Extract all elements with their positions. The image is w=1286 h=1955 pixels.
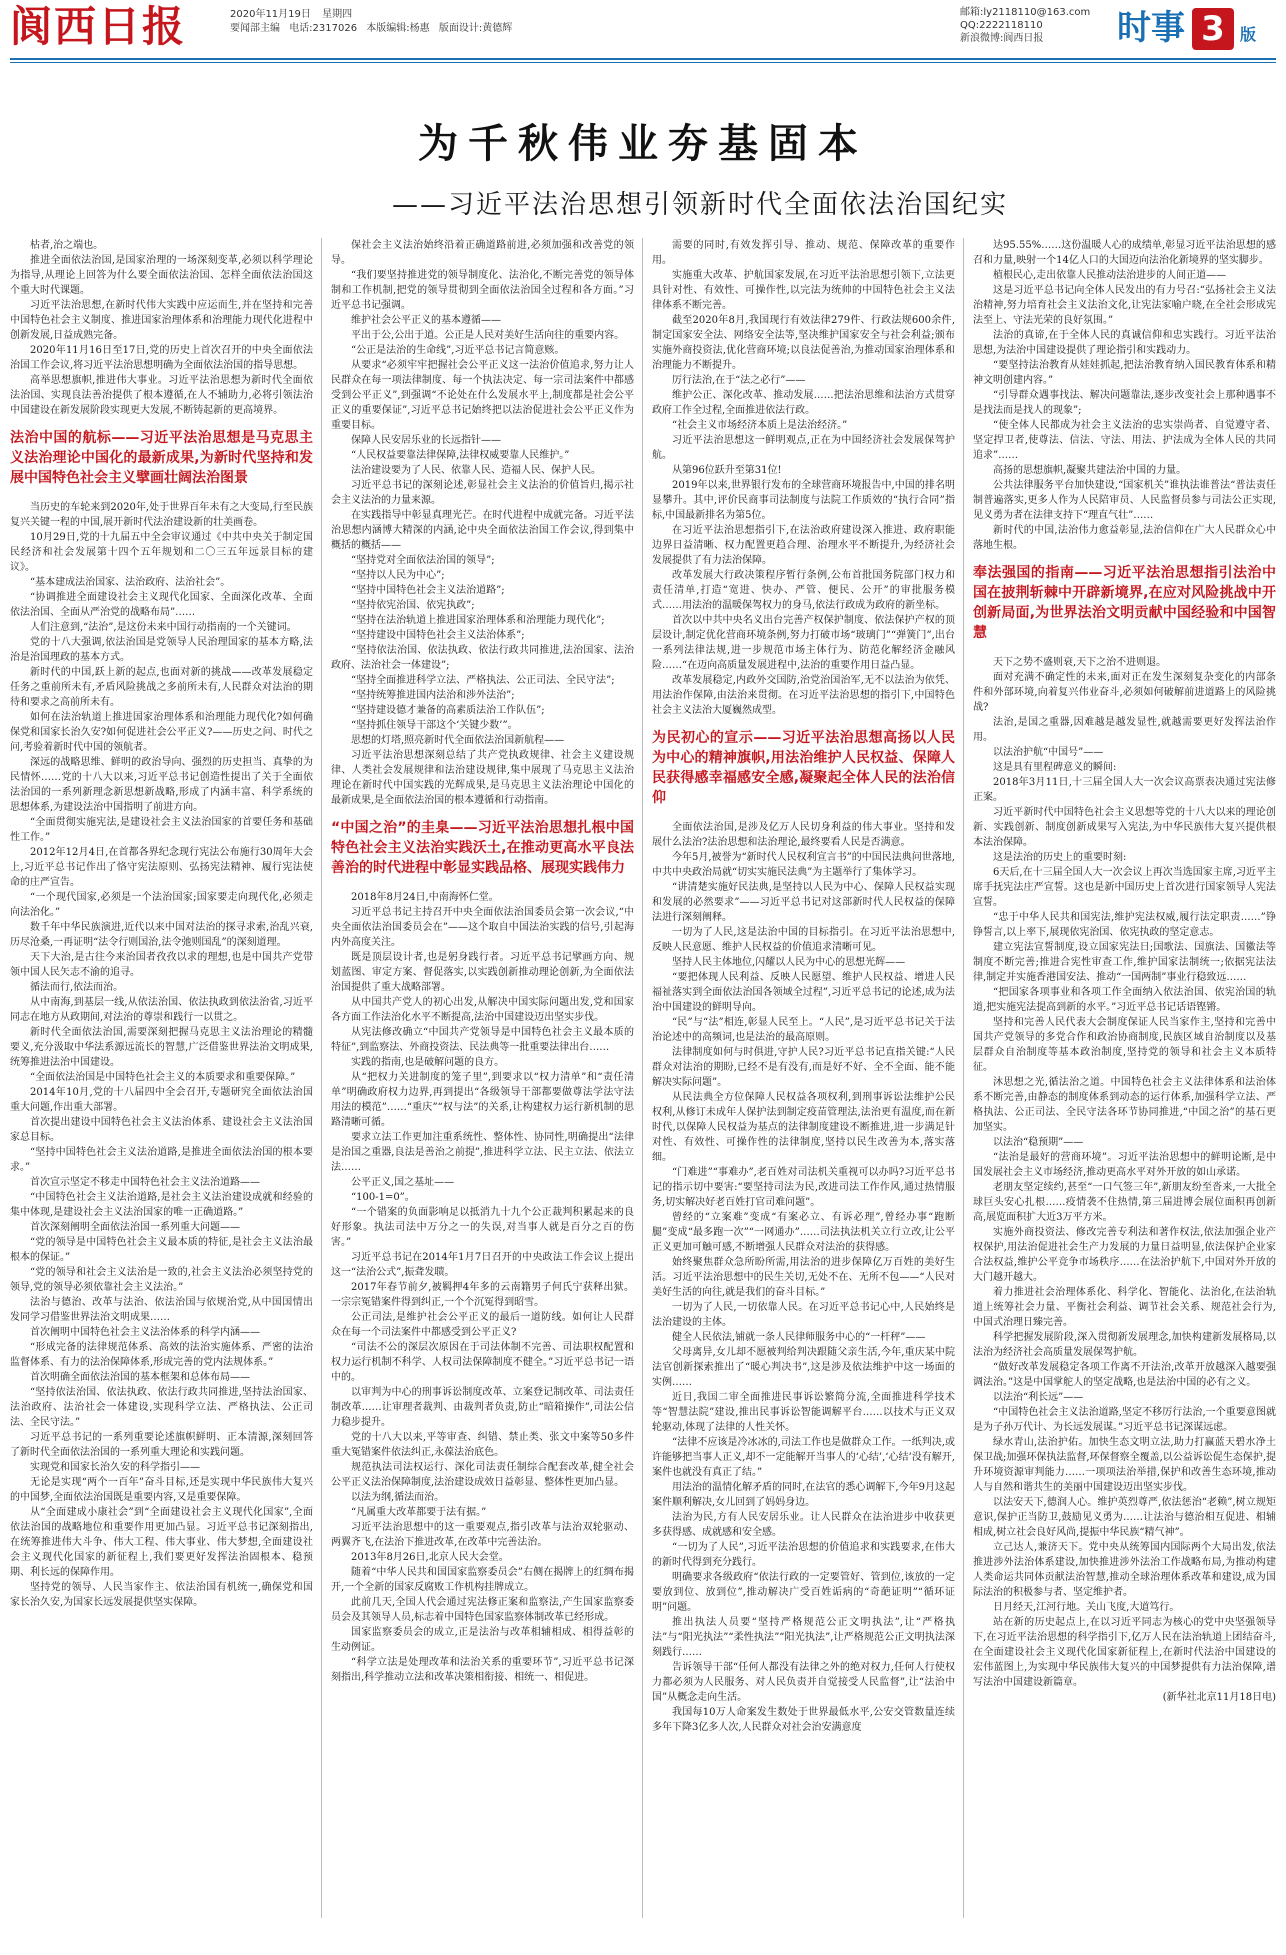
paragraph: 习近平总书记在2014年1月7日召开的中央政法工作会议上提出这一“法治公式”,振聋发聩。 (331, 1252, 634, 1278)
paragraph: 首次明确全面依法治国的基本框架和总体布局—— (30, 1372, 250, 1383)
paragraph: 法治建设要为了人民、依靠人民、造福人民、保护人民。 (351, 465, 601, 476)
paragraph: 实施重大改革、护航国家发展,在习近平法治思想引领下,立法更具针对性、有效性、可操作性,以完法为统帅的中国特色社会主义法律体系不断完善。 (652, 270, 955, 311)
chief-editor: 要闻部主编 (230, 23, 280, 34)
paragraph: “法律不应该是冷冰冰的,司法工作也是做群众工作。一纸判决,或许能够把当事人正义,却不一定能解开当事人的‘心结’,‘心结’没有解开,案件也就没有真正了结。” (652, 1437, 955, 1478)
paragraph: 达95.55%……这份温暖人心的成绩单,彰显习近平法治思想的感召和力量,映射一个14亿人口的大国迈向法治化新境界的坚实脚步。 (973, 240, 1276, 266)
paragraph: “把国家各项事业和各项工作全面纳入依法治国、依宪治国的轨道,把实施宪法提高到新的水平。”习近平总书记话语铿锵。 (973, 987, 1276, 1013)
section-heading: 法治中国的航标——习近平法治思想是马克思主义法治理论中国化的最新成果,为新时代坚持和发展中国特色社会主义擘画壮阔法治图景 (10, 430, 313, 486)
paragraph: 实施外商投资法、修改完善专利法和著作权法,依法加强企业产权保护,用法治促进社会生产力发展的力量日益明显,依法保护企业家合法权益,维护公平竞争市场秩序……在法治护航下,中国对外开放的大门越开越大。 (973, 1227, 1276, 1283)
paragraph: 推进全面依法治国,是国家治理的一场深刻变革,必须以科学理论为指导,从理论上回答为什么要全面依法治国、怎样全面依法治国这个重大时代课题。 (10, 255, 313, 296)
editor-row (230, 22, 518, 36)
paragraph: 站在新的历史起点上,在以习近平同志为核心的党中央坚强领导下,在习近平法治思想的科学指引下,亿万人民在法治轨道上团结奋斗,在全面建设社会主义现代化国家新征程上,在新时代法治中国建设的宏伟蓝图上,为实现中华民族伟大复兴的中国梦提供有力法治保障,谱写法治中国建设新篇章。 (973, 1617, 1276, 1688)
paragraph: “法治是最好的营商环境”。习近平法治思想中的鲜明论断,是中国发展社会主义市场经济,推动更高水平对外开放的如山承诺。 (973, 1152, 1276, 1178)
section-name: 时事 (1117, 8, 1185, 48)
section-heading: 奉法强国的指南——习近平法治思想指引法治中国在披荆斩棘中开辟新境界,在应对风险挑战中开创新局面,为世界法治文明贡献中国经验和中国智慧 (973, 565, 1276, 641)
page-editor: 本版编辑:杨惠 (366, 23, 430, 34)
paragraph: 保障人民安居乐业的长远指针—— (351, 435, 501, 446)
paragraph: 新时代的中国,法治伟力愈益彰显,法治信仰在广大人民群众心中落地生根。 (973, 525, 1276, 551)
paragraph: 循法而行,依法而治。 (30, 982, 124, 993)
paragraph: 实践的指南,也是破解问题的良方。 (351, 1057, 505, 1068)
paragraph: 习近平法治思想这一鲜明观点,正在为中国经济社会发展保驾护航。 (652, 435, 955, 461)
paragraph: “坚持在法治轨道上推进国家治理体系和治理能力现代化”; (351, 615, 605, 626)
paragraph: 公共法律服务平台加快建设,“国家机关”谁执法谁普法“普法责任制普遍落实,更多人作为人民陪审员、人民监督员参与司法公正实现,见义勇为者在法律支持下“理直气壮”…… (973, 480, 1276, 521)
paragraph: 建立宪法宣誓制度,设立国家宪法日;国歌法、国旗法、国徽法等制度不断完善;推进合宪性审查工作,维护国家法制统一;依据宪法法律,制定并实施香港国安法、推动“一国两制”事业行稳致远…… (973, 942, 1276, 983)
paragraph: 一切为了人民,一切依靠人民。在习近平总书记心中,人民始终是法治建设的主体。 (652, 1302, 955, 1328)
paragraph: “要坚持法治教育从娃娃抓起,把法治教育纳入国民教育体系和精神文明创建内容。” (973, 360, 1276, 386)
paragraph: “坚持党对全面依法治国的领导”; (351, 555, 495, 566)
paragraph: 需要的同时,有效发挥引导、推动、规范、保障改革的重要作用。 (652, 240, 955, 266)
paragraph: “民”与“法”相连,彰显人民至上。“人民”,是习近平总书记关于法治论述中的高频词,也是法治的最高原则。 (652, 1017, 955, 1043)
paragraph: 天下之势不盛则衰,天下之治不进则退。 (993, 657, 1167, 668)
paragraph: 法治为民,方有人民安居乐业。让人民群众在法治进步中收获更多获得感、成就感和安全感。 (652, 1512, 955, 1538)
article-body (10, 238, 1276, 1918)
paragraph: 既是顶层设计者,也是躬身践行者。习近平总书记擘画方向、规划蓝图、审定方案、督促落实,以实践创新推动理论创新,为全面依法治国提供了重大战略部署。 (331, 952, 634, 993)
paragraph: 告诉领导干部“任何人都没有法律之外的绝对权力,任何人行使权力都必须为人民服务、对人民负责并自觉接受人民监督”,让“法治中国”从概念走向生活。 (652, 1662, 955, 1703)
paragraph: 维护公正、深化改革、推动发展……把法治思维和法治方式贯穿政府工作全过程,全面推进依法行政。 (652, 390, 955, 416)
paragraph: “做好改革发展稳定各项工作离不开法治,改革开放越深入越要强调法治。”这是中国掌舵人的坚定战略,也是法治中国的必有之义。 (973, 1362, 1276, 1388)
qq: QQ:2222118110 (960, 20, 1043, 31)
paragraph: 面对充满不确定性的未来,面对正在发生深刻复杂变化的内部条件和外部环境,向着复兴伟业奋斗,必须如何破解前进道路上的风险挑战? (973, 672, 1276, 713)
paragraph: 10月29日,党的十九届五中全会审议通过《中共中央关于制定国民经济和社会发展第十四个五年规划和二〇三五年远景目标的建议》。 (10, 532, 313, 573)
paragraph: 父母离异,女儿却不愿被判给判决跟随父亲生活,今年,重庆某中院法官创新探索推出了“暖心判决书”,这是涉及依法维护中这一场面的实例…… (652, 1347, 955, 1388)
paragraph: “我们要坚持推进党的领导制度化、法治化,不断完善党的领导体制和工作机制,把党的领导贯彻到全面依法治国全过程和各方面。”习近平总书记强调。 (331, 270, 634, 311)
paragraph: 从要求“必须牢牢把握社会公平正义这一法治价值追求,努力让人民群众在每一项法律制度、每一个执法决定、每一宗司法案件中都感受到公平正义”,到强调“不论处在什么发展水平上,制度都是社会公平正义的重要保证”,习近平总书记始终把以法治促进社会公平正义作为重要目标。 (331, 360, 634, 431)
paragraph: 沐思想之光,循法治之道。中国特色社会主义法律体系和法治体系不断完善,由静态的制度体系到动态的运行体系,加强科学立法、严格执法、公正司法、全民守法各环节协同推进,“中国之治”的基石更加坚实。 (973, 1077, 1276, 1133)
paragraph: 绿水青山,法治护佑。加快生态文明立法,助力打赢蓝天碧水净土保卫战;加强环保执法监督,环保督察全覆盖,以公益诉讼促生态保护,提升环境资源审判能力……一项项法治举措,保护和改善生态环境,推动人与自然和谐共生的美丽中国建设迈出坚实步伐。 (973, 1437, 1276, 1493)
masthead-rule-thin (10, 62, 1276, 63)
paragraph: 从中国共产党人的初心出发,从解决中国实际问题出发,党和国家各方面工作法治化水平不断提高,法治中国建设迈出坚实步伐。 (331, 997, 634, 1023)
paragraph: 老朋友坚定续约,甚至“一口气签三年”,新朋友纷至沓来,一大批全球巨头安心扎根……疫情袭不住热情,第三届进博会展位面积再创新高,展览面积扩大近3万平方米。 (973, 1182, 1276, 1223)
paragraph: 推出执法人员要“坚持严格规范公正文明执法”,让“严格执法”与“阳光执法”“柔性执法”“阳光执法”,让严格规范公正文明执法深刻践行…… (652, 1617, 955, 1658)
paragraph: 从“全面建成小康社会”到“全面建设社会主义现代化国家”,全面依法治国的战略地位和重要作用更加凸显。习近平总书记深刻指出,在统筹推进伟大斗争、伟大工程、伟大事业、伟大梦想,全面建设社会主义现代化国家的新征程上,我们要更好发挥法治固根本、稳预期、利长远的保障作用。 (10, 1507, 313, 1578)
paragraph: 科学把握发展阶段,深入贯彻新发展理念,加快构建新发展格局,以法治为经济社会高质量发展保驾护航。 (973, 1332, 1276, 1358)
paragraph: “讲清楚实施好民法典,是坚持以人民为中心、保障人民权益实现和发展的必然要求”——习近平总书记对这部新时代人民权益的保障法进行深刻阐释。 (652, 882, 955, 923)
issue-weekday: 星期四 (322, 9, 353, 20)
paragraph: “司法不公的深层次原因在于司法体制不完善、司法职权配置和权力运行机制不科学、人权司法保障制度不健全。”习近平总书记一语中的。 (331, 1342, 634, 1383)
paragraph: “人民权益要靠法律保障,法律权威要靠人民维护。” (351, 450, 570, 461)
paragraph: “科学立法是处理改革和法治关系的重要环节”,习近平总书记深刻指出,科学推动立法和改革决策相衔接、相统一、相促进。 (331, 1657, 634, 1683)
paragraph: 坚持党的领导、人民当家作主、依法治国有机统一,确保党和国家长治久安,为国家长远发展提供坚实保障。 (10, 1582, 313, 1608)
paragraph: 深远的战略思维、鲜明的政治导向、强烈的历史担当、真挚的为民情怀……党的十八大以来,习近平总书记创造性提出了关于全面依法治国的一系列新理念新思想新战略,形成了内涵丰富、科学系统的思想体系,为建设法治中国指明了前进方向。 (10, 757, 313, 813)
paragraph: 此前几天,全国人代会通过宪法修正案和监察法,产生国家监察委员会及其领导人员,标志着中国特色国家监察体制改革已经形成。 (331, 1597, 634, 1623)
paragraph: 以法为纲,循法而治。 (351, 1492, 445, 1503)
paragraph: 2014年10月,党的十八届四中全会召开,专题研究全面依法治国重大问题,作出重大部署。 (10, 1087, 313, 1113)
paragraph: “党的领导和社会主义法治是一致的,社会主义法治必须坚持党的领导,党的领导必须依靠社会主义法治。” (10, 1267, 313, 1293)
paragraph: “社会主义市场经济本质上是法治经济。” (672, 420, 848, 431)
paragraph: “协调推进全面建设社会主义现代化国家、全面深化改革、全面依法治国、全面从严治党的战略布局”…… (10, 592, 313, 618)
paragraph: 维护社会公平正义的基本遵循—— (351, 315, 501, 326)
article-column (10, 238, 313, 1918)
contact-info (960, 6, 1090, 45)
paragraph: 公平正义,国之基址—— (351, 1177, 455, 1188)
paragraph: 着力推进社会治理体系化、科学化、智能化、法治化,在法治轨道上统筹社会力量、平衡社会利益、调节社会关系、规范社会行为,中国式治理日臻完善。 (973, 1287, 1276, 1328)
paragraph: 法治的真谛,在于全体人民的真诚信仰和忠实践行。习近平法治思想,为法治中国建设提供了理论指引和实践动力。 (973, 330, 1276, 356)
paragraph: 健全人民依法,铺就一条人民律师服务中心的“一杆秤”—— (672, 1332, 926, 1343)
paragraph: 高举思想旗帜,推进伟大事业。习近平法治思想为新时代全面依法治国、实现良法善治提供了根本遵循,在人不辅助力,必将引领法治中国建设在新发展阶段实现更大发展,不断铸起新的更高境界。 (10, 375, 313, 416)
article-column (331, 238, 634, 1918)
paragraph: “中国特色社会主义法治道路,是社会主义法治建设成就和经验的集中体现,是建设社会主义法治国家的唯一正确道路。” (10, 1192, 313, 1218)
paragraph: 2013年8月26日,北京人民大会堂。 (351, 1552, 509, 1563)
paragraph: 枯者,治之端也。 (30, 240, 104, 251)
paragraph: 以法安天下,德润人心。维护英烈尊严,依法惩治“老赖”,树立规矩意识,保护正当防卫,鼓励见义勇为……让法治与德治相互促进、相辅相成,树立社会良好风尚,提振中华民族“精气神”。 (973, 1497, 1276, 1538)
paragraph: 立己达人,兼济天下。党中央从统筹国内国际两个大局出发,依法推进涉外法治体系建设,加快推进涉外法治工作战略布局,为推动构建人类命运共同体贡献法治智慧,推动全球治理体系改革和建设,成为国际法治的积极参与者、坚定维护者。 (973, 1542, 1276, 1598)
paragraph: 这是习近平总书记向全体人民发出的有力号召:“弘扬社会主义法治精神,努力培育社会主义法治文化,让宪法家喻户晓,在全社会形成宪法至上、守法光荣的良好氛围。” (973, 285, 1276, 326)
paragraph: 法治与德治、改革与法治、依法治国与依规治党,从中国国情出发同学习借鉴世界法治文明成果…… (10, 1297, 313, 1323)
paragraph: 习近平总书记的一系列重要论述旗帜鲜明、正本清源,深刻回答了新时代全面依法治国的一系列重大理论和实践问题。 (10, 1432, 313, 1458)
issue-date: 2020年11月19日 (230, 9, 311, 20)
paragraph: 以法治“利长远”—— (993, 1392, 1084, 1403)
paragraph: 人们注意到,“法治”,是这份未来中国行动指南的一个关键词。 (30, 622, 297, 633)
paragraph: “形成完备的法律规范体系、高效的法治实施体系、严密的法治监督体系、有力的法治保障体系,形成完善的党内法规体系。” (10, 1342, 313, 1368)
paragraph: 截至2020年8月,我国现行有效法律279件、行政法规600余件,制定国家安全法、网络安全法等,坚决维护国家安全与社会利益;颁布实施外商投资法,优化营商环境;以良法促善治,为推动国家治理体系和治理能力不断提升。 (652, 315, 955, 371)
paragraph: 习近平总书记主持召开中央全面依法治国委员会第一次会议,“中央全面依法治国委员会在”——这个取自中国法治实践的信号,引起海内外高度关注。 (331, 907, 634, 948)
paragraph: 2019年以来,世界银行发布的全球营商环境报告中,中国的排名明显攀升。其中,评价民商事司法制度与法院工作质效的“执行合同”指标,中国最新排名为第5位。 (652, 480, 955, 521)
paragraph: “100-1=0”。 (351, 1192, 415, 1203)
paragraph: 以审判为中心的刑事诉讼制度改革、立案登记制改革、司法责任制改革……让审理者裁判、由裁判者负责,防止“暗箱操作”,司法公信力稳步提升。 (331, 1387, 634, 1428)
article-column (652, 238, 955, 1918)
paragraph: “一切为了人民”,习近平法治思想的价值追求和实践要求,在伟大的新时代得到充分践行。 (652, 1542, 955, 1568)
paragraph: 厉行法治,在于“法之必行”—— (672, 375, 806, 386)
paragraph: 2018年8月24日,中南海怀仁堂。 (351, 892, 499, 903)
paragraph: “坚持统筹推进国内法治和涉外法治”; (351, 690, 515, 701)
layout-designer: 版面设计:黄德辉 (438, 23, 513, 34)
paragraph: 2020年11月16日至17日,党的历史上首次召开的中央全面依法治国工作会议,将习近平法治思想明确为全面依法治国的指导思想。 (10, 345, 313, 371)
paragraph: 党的十八大强调,依法治国是党领导人民治理国家的基本方略,法治是治国理政的基本方式。 (10, 637, 313, 663)
paragraph: 从“把权力关进制度的笼子里”,到要求以“权力清单”和“责任清单”明确政府权力边界,再到提出“各级领导干部都要做尊法学法守法用法的模范”……“重庆”“权与法”的关系,让构建权力运行新机制的思路清晰可循。 (331, 1072, 634, 1128)
paragraph: 习近平总书记的深刻论述,彰显社会主义法治的价值旨归,揭示社会主义法治的力量来源。 (331, 480, 634, 506)
paragraph: 今年5月,被誉为“新时代人民权利宣言书”的中国民法典问世落地,中共中央政治局就“切实实施民法典”为主题举行了集体学习。 (652, 852, 955, 878)
paragraph: “门难进”“事难办”,老百姓对司法机关重视可以办吗?习近平总书记的指示切中要害:“要坚持司法为民,改进司法工作作风,通过热情服务,切实解决好老百姓打官司难问题”。 (652, 1167, 955, 1208)
masthead (0, 0, 1286, 58)
paragraph: 习近平新时代中国特色社会主义思想等党的十八大以来的理论创新、实践创新、制度创新成果写入宪法,为中华民族伟大复兴提供根本法治保障。 (973, 807, 1276, 848)
paragraph: 全面依法治国,是涉及亿万人民切身利益的伟大事业。坚持和发展什么法治?法治思想和法治理论,最终要看人民是否满意。 (652, 822, 955, 848)
paragraph: 习近平法治思想,在新时代伟大实践中应运而生,并在坚持和完善中国特色社会主义制度、推进国家治理体系和治理能力现代化进程中创新发展,日益成熟完备。 (10, 300, 313, 341)
section-heading: “中国之治”的圭臬——习近平法治思想扎根中国特色社会主义法治实践沃土,在推动更高水平良法善治的时代进程中彰显实践品格、展现实践伟力 (331, 820, 634, 876)
paragraph: 平出于公,公出于道。公正是人民对美好生活向往的重要内容。 (351, 330, 625, 341)
section-heading: 为民初心的宣示——习近平法治思想高扬以人民为中心的精神旗帜,用法治维护人民权益、保障人民获得感幸福感安全感,凝聚起全体人民的法治信仰 (652, 730, 955, 806)
paragraph: 近日,我国二审全面推进民事诉讼繁简分流,全面推进科学技术等“智慧法院”建设,推出民事诉讼智能调解平台……以技术与正义双轮驱动,体现了法律的人性关怀。 (652, 1392, 955, 1433)
paragraph: 党的十八大以来,平等审查、纠错、禁止类、张文中案等50多件重大冤错案件依法纠正,永葆法治底色。 (331, 1432, 634, 1458)
paragraph: 在实践指导中彰显真理光芒。在时代进程中成就完备。习近平法治思想内涵博大精深的内涵,论中央全面依法治国工作会议,得到集中概括的概括—— (331, 510, 634, 551)
paragraph: 随着“中华人民共和国国家监察委员会”右侧在揭牌上的红绸布揭开,一个全新的国家反腐败工作机构挂牌成立。 (331, 1567, 634, 1593)
paragraph: 这是具有里程碑意义的瞬间: (993, 762, 1117, 773)
headline: 为千秋伟业夯基固本 (418, 121, 868, 167)
paragraph: “公正是法治的生命线”,习近平总书记言简意赅。 (351, 345, 565, 356)
email: 邮箱:ly2118110@163.com (960, 7, 1091, 18)
paragraph: 以法治“稳预期”—— (993, 1137, 1084, 1148)
paragraph: “坚持中国特色社会主义法治道路”; (351, 585, 505, 596)
column-divider (321, 238, 322, 1918)
paragraph: “坚持建设德才兼备的高素质法治工作队伍”; (351, 705, 545, 716)
paragraph: 新时代的中国,跃上新的起点,也面对新的挑战——改革发展稳定任务之重前所未有,矛盾风险挑战之多前所未有,人民群众对法治的期待和要求之高前所未有。 (10, 667, 313, 708)
paragraph: 这是法治的历史上的重要时刻: (993, 852, 1127, 863)
paragraph: 我国每10万人命案发生数处于世界最低水平,公安交管数量连续多年下降3亿多人次,人民群众对社会治安满意度 (652, 1707, 955, 1733)
paragraph: 以法治护航“中国号”—— (993, 747, 1104, 758)
paragraph: 无论是实现“两个一百年”奋斗目标,还是实现中华民族伟大复兴的中国梦,全面依法治国既是重要内容,又是重要保障。 (10, 1477, 313, 1503)
article-column (973, 238, 1276, 1918)
paragraph: 法治,是国之重器,因难越是越发显性,就越需要更好发挥法治作用。 (973, 717, 1276, 743)
issue-date-row (230, 8, 518, 22)
paragraph: 实现党和国家长治久安的科学指引—— (30, 1462, 200, 1473)
paragraph: 当历史的车轮来到2020年,处于世界百年未有之大变局,行至民族复兴关键一程的中国,展开新时代法治建设新的壮美画卷。 (10, 502, 313, 528)
paragraph: 首次提出建设中国特色社会主义法治体系、建设社会主义法治国家总目标。 (10, 1117, 313, 1143)
paragraph: 明确要求各级政府“依法行政的一定要管好、管到位,该放的一定要放到位、放到位”,推动解决广受百姓诟病的“奇葩证明”“循环证明”问题。 (652, 1572, 955, 1613)
paragraph: 习近平法治思想中的这一重要观点,指引改革与法治双轮驱动、两翼齐飞,在法治下推进改革,在改革中完善法治。 (331, 1522, 634, 1548)
paragraph: 国家监察委员会的成立,正是法治与改革相辅相成、相得益彰的生动例证。 (331, 1627, 634, 1653)
paragraph: “要把体现人民利益、反映人民愿望、维护人民权益、增进人民福祉落实到全面依法治国各领域全过程”,习近平总书记的论述,成为法治中国建设的鲜明导向。 (652, 972, 955, 1013)
paragraph: 从中南海,到基层一线,从依法治国、依法执政到依法治省,习近平同志在地方从政期间,对法治的尊崇和践行一以贯之。 (10, 997, 313, 1023)
paragraph: 首次以中共中央名义出台完善产权保护制度、依法保护产权的顶层设计,制定优化营商环境条例,努力打破市场“玻璃门”“弹簧门”,出台一系列法律法规,进一步规范市场主体行为、防范化解经济金融风险……“在迈向高质量发展进程中,法治的重要作用日益凸显。 (652, 615, 955, 671)
paragraph: 高扬的思想旗帜,凝聚共建法治中国的力量。 (993, 465, 1187, 476)
paragraph: 从宪法修改确立“中国共产党领导是中国特色社会主义最本质的特征”,到监察法、外商投资法、民法典等一批重要法律出台…… (331, 1027, 634, 1053)
weibo: 新浪微博:阆西日报 (960, 33, 1044, 44)
paragraph: 始终聚焦群众急所盼所需,用法治的进步保障亿万百姓的美好生活。习近平法治思想中的民生关切,无处不在、无所不包——“人民对美好生活的向往,就是我们的奋斗目标。” (652, 1257, 955, 1298)
paragraph: 公正司法,是维护社会公平正义的最后一道防线。如何让人民群众在每一个司法案件中都感受到公平正义? (331, 1312, 634, 1338)
paragraph: 2012年12月4日,在首都各界纪念现行宪法公布施行30周年大会上,习近平总书记作出了恪守宪法原则、弘扬宪法精神、履行宪法使命的庄严宣告。 (10, 847, 313, 888)
paragraph: “使全体人民都成为社会主义法治的忠实崇尚者、自觉遵守者、坚定捍卫者,使尊法、信法、守法、用法、护法成为全体人民的共同追求”…… (973, 420, 1276, 461)
paragraph: 2017年春节前夕,被羁押4年多的云南籍男子何氏宁获释出狱。一宗宗冤错案件得到纠正,一个个沉冤得到昭雪。 (331, 1282, 634, 1308)
column-divider (642, 238, 643, 1918)
paragraph: 曾经的“立案难”变成“有案必立、有诉必理”,曾经办事“跑断腿”变成“最多跑一次”“一网通办”……司法执法机关立行立改,让公平正义更加可触可感,不断增强人民群众对法治的获得感。 (652, 1212, 955, 1253)
paragraph: 在习近平法治思想指引下,在法治政府建设深入推进、政府职能边界日益清晰、权力配置更趋合理、治理水平不断提升,为经济社会发展提供了有力法治保障。 (652, 525, 955, 566)
paragraph: 如何在法治轨道上推进国家治理体系和治理能力现代化?如何确保党和国家长治久安?如何促进社会公平正义?——历史之问、时代之问,考验着新时代中国的领航者。 (10, 712, 313, 753)
subheadline: ——习近平法治思想引领新时代全面依法治国纪实 (391, 190, 1008, 220)
paragraph: 改革发展大行政决策程序暂行条例,公布首批国务院部门权力和责任清单,打造“宽进、快办、严管、便民、公开”的审批服务模式……用法治的温暖保驾权力的身马,依法行政成为政府的新坐标。 (652, 570, 955, 611)
paragraph: “全面贯彻实施宪法,是建设社会主义法治国家的首要任务和基础性工作。” (10, 817, 313, 843)
paragraph: 规范执法司法权运行、深化司法责任制综合配套改革,健全社会公平正义法治保障制度,法治建设成效日益彰显、整体性更加凸显。 (331, 1462, 634, 1488)
paragraph: 用法治的温情化解矛盾的同时,在法官的悉心调解下,今年9月这起案件顺利解决,女儿回到了妈妈身边。 (652, 1482, 955, 1508)
paragraph: 改革发展稳定,内政外交国防,治党治国治军,无不以法治为依凭、用法治作保障,由法治来贯彻。在习近平法治思想的指引下,中国特色社会主义法治大厦巍然成型。 (652, 675, 955, 716)
paragraph: 植根民心,走出依靠人民推动法治进步的人间正道—— (993, 270, 1227, 281)
paragraph: “凡属重大改革都要于法有据。” (351, 1507, 487, 1518)
paragraph: 要求立法工作更加注重系统性、整体性、协同性,明确提出“法律是治国之重器,良法是善治之前提”,推进科学立法、民主立法、依法立法…… (331, 1132, 634, 1173)
column-divider (963, 238, 964, 1918)
paragraph: “坚持以人民为中心”; (351, 570, 445, 581)
paragraph: 习近平法治思想深刻总结了共产党执政规律、社会主义建设规律、人类社会发展规律和法治建设规律,集中展现了马克思主义法治理论在新时代中国实践的光辉成果,是马克思主义法治理论中国化的最新成果,是全面依法治国的根本遵循和行动指南。 (331, 750, 634, 806)
paragraph: 法律制度如何与时俱进,守护人民?习近平总书记直指关键:“人民群众对法治的期盼,已经不是有没有,而是好不好、全不全面、能不能解决实际问题”。 (652, 1047, 955, 1088)
paragraph: “坚持中国特色社会主义法治道路,是推进全面依法治国的根本要求。” (10, 1147, 313, 1173)
dateline: (新华社北京11月18日电) (1162, 1692, 1276, 1703)
paragraph: 从民法典全方位保障人民权益各项权利,到刑事诉讼法维护公民权利,从修订未成年人保护法到制定疫苗管理法,法治更有温度,而在新时代,以保障人民权益为基点的法律制度建设不断推进,进一步满足针对性、有效性、可操作性的法律制度,坚持以民生改善为本,落实落细。 (652, 1092, 955, 1163)
paragraph: “一个错案的负面影响足以抵消九十九个公正裁判积累起来的良好形象。执法司法中万分之一的失误,对当事人就是百分之百的伤害。” (331, 1207, 634, 1248)
paragraph: “坚持依宪治国、依宪执政”; (351, 600, 475, 611)
phone: 电话:2317026 (289, 23, 358, 34)
paragraph: 保社会主义法治始终沿着正确道路前进,必须加强和改善党的领导。 (331, 240, 634, 266)
paragraph: 2018年3月11日,十三届全国人大一次会议高票表决通过宪法修正案。 (973, 777, 1276, 803)
page-suffix: 版 (1240, 25, 1257, 44)
paragraph: “中国特色社会主义法治道路,坚定不移厉行法治,一个重要意图就是为子孙万代计、为长远发展谋。”习近平总书记深谋远虑。 (973, 1407, 1276, 1433)
paragraph: “坚持全面推进科学立法、严格执法、公正司法、全民守法”; (351, 675, 615, 686)
paragraph: “基本建成法治国家、法治政府、法治社会”。 (30, 577, 231, 588)
paragraph: “坚持依法治国、依法执政、依法行政共同推进,坚持法治国家、法治政府、法治社会一体建设,实现科学立法、严格执法、公正司法、全民守法。” (10, 1387, 313, 1428)
paragraph: 新时代全面依法治国,需要深刻把握马克思主义法治理论的精髓要义,充分汲取中华法系源远流长的智慧,广泛借鉴世界法治文明成果,统筹推进法治中国建设。 (10, 1027, 313, 1068)
paragraph: “党的领导是中国特色社会主义最本质的特征,是社会主义法治最根本的保证。” (10, 1237, 313, 1263)
paragraph: 思想的灯塔,照亮新时代全面依法治国新航程—— (351, 735, 565, 746)
paragraph: “一个现代国家,必须是一个法治国家;国家要走向现代化,必须走向法治化。” (10, 892, 313, 918)
paragraph: 首次宣示坚定不移走中国特色社会主义法治道路—— (30, 1177, 260, 1188)
paragraph: “坚持依法治国、依法执政、依法行政共同推进,法治国家、法治政府、法治社会一体建设”; (331, 645, 634, 671)
paragraph: 首次阐明中国特色社会主义法治体系的科学内涵—— (30, 1327, 260, 1338)
paragraph: 坚持人民主体地位,闪耀以人民为中心的思想光辉—— (672, 957, 906, 968)
paragraph: 坚持和完善人民代表大会制度保证人民当家作主,坚持和完善中国共产党领导的多党合作和政治协商制度,民族区域自治制度以及基层群众自治制度等基本政治制度,坚持党的领导和社会主义本质特征。 (973, 1017, 1276, 1073)
paragraph: 6天后,在十三届全国人大一次会议上再次当选国家主席,习近平主席手抚宪法庄严宣誓。这也是新中国历史上首次进行国家领导人宪法宣誓。 (973, 867, 1276, 908)
masthead-rule (10, 58, 1276, 60)
paragraph: “忠于中华人民共和国宪法,维护宪法权威,履行法定职责……”铮铮誓言,以上率下,展现依宪治国、依宪执政的坚定意志。 (973, 912, 1276, 938)
paragraph: 数千年中华民族演进,近代以来中国对法治的探寻求索,治乱兴衰,历尽沧桑,一再证明“法令行则国治,法令弛则国乱”的深刻道理。 (10, 922, 313, 948)
newspaper-logo: 阆西日报 (10, 2, 187, 51)
paragraph: 首次深刻阐明全面依法治国一系列重大问题—— (30, 1222, 240, 1233)
issue-info (230, 8, 518, 36)
paragraph: 从第96位跃升至第31位! (672, 465, 782, 476)
paragraph: “全面依法治国是中国特色社会主义的本质要求和重要保障。” (30, 1072, 296, 1083)
paragraph: “坚持建设中国特色社会主义法治体系”; (351, 630, 525, 641)
paragraph: “坚持抓住领导干部这个‘关键少数’”。 (351, 720, 518, 731)
paragraph: 天下大治,是古往今来治国者孜孜以求的理想,也是中国共产党带领中国人民矢志不渝的追寻。 (10, 952, 313, 978)
paragraph: 一切为了人民,这是法治中国的目标指引。在习近平法治思想中,反映人民意愿、维护人民权益的价值追求清晰可见。 (652, 927, 955, 953)
page-number: 3 (1192, 8, 1234, 50)
paragraph: “引导群众遇事找法、解决问题靠法,逐步改变社会上那种遇事不是找法而是找人的现象”; (973, 390, 1276, 416)
paragraph: 日月经天,江河行地。关山飞度,大道笃行。 (993, 1602, 1180, 1613)
